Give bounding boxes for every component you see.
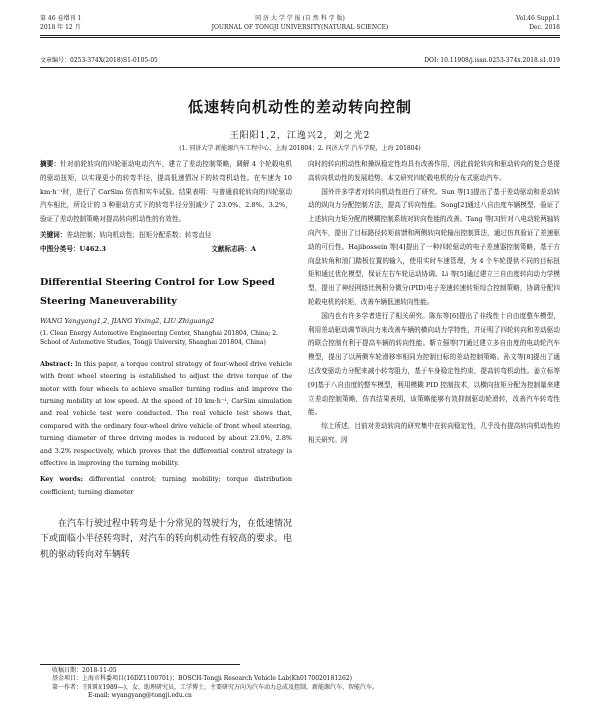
author-info: 第一作者：王阳阳(1989—)，女，助理研究员，工学博士，主要研究方向为汽车动力总成及控制、新能源汽车、智能汽车。: [52, 683, 378, 691]
title-cn: 低速转向机动性的差动转向控制: [187, 98, 412, 116]
abstract-cn: [40, 158, 292, 227]
keywords-en: [40, 473, 292, 498]
right-paragraph-2: 国外许多学者对转向机动性进行了研究。Sun 等[1]提出了基于差动驱动和差动转动的纵向力分配控制方法，提高了转向性能。Song[2]通过八自由度车辆模型，验证了上述转向力矩分配的模糊控制系统对转向性能的改善。Tang 等[3]针对八电动轮两轴转向汽车，提出了目标路径转矩前馈和两侧转向轮输出控制算法，通过仿真验证了差速驱动的可行性。Hajibossein 等[4]提出了一种四轮驱动的电子差速器控制策略，基于方向盘转角和油门踏板位置的输入，使用实时车速管理，为 4 个车轮提供不同的目标扭矩和通过优化模型，保证左右车轮运动协调。Li 等[5]通过建立三自由度转向动力学模型，提出了神经网络比例积分微分(PID)电子差速转速转矩综合控制策略，协调分配四轮毂电机的转矩，改善车辆低速转向性能。: [308, 187, 560, 306]
received-date: 收稿日期：2018-11-05: [52, 667, 117, 674]
header-journal-cn: 同 济 大 学 学 报 (自 然 科 学 版): [255, 15, 345, 22]
keywords-cn-text: 差动控制；转向机动性；扭矩分配系数；转弯直径: [66, 230, 212, 239]
keywords-en-label: Key words:: [40, 475, 83, 484]
doi: DOI: 10.11908/j.issn.0253-374x.2018.s1.019: [424, 57, 560, 64]
abstract-en: [40, 358, 292, 470]
author-email: E-mail: wyangyang@tongji.edu.cn: [88, 692, 192, 700]
abstract-cn-text: 针对前轮转向的四轮驱动电动汽车，建立了差动控制策略，调解 4 个轮毂电机的驱动扭矩，以实现更小的转弯半径，提高低速情况下的转弯机动性。在车速为 10 km·h⁻¹时，进行了 CarSim 仿真和实车试验。结果表明：与普通前轮转向的四轮驱动汽车相比，所设计的 3 种驱动方式下的转弯半径分别减少了 23.0%、2.8%、3.2%，验证了差动控制策略对提高转向机动性的有效性。: [40, 160, 293, 224]
footnote-rule: [40, 664, 240, 665]
keywords-cn: [40, 229, 292, 243]
header-rule: [40, 35, 560, 36]
left-column: [40, 158, 292, 563]
abstract-cn-label: 摘要：: [40, 160, 61, 168]
footnote: [52, 667, 560, 701]
keywords-en-text: differential control; turning mobility; torque distribution coefficient; turning diameter: [40, 475, 292, 497]
right-paragraph-1: 向时的转向机动性和操纵稳定性均具有改善作用，因此前轮转向和驱动转向的复合是提高转向机动性的发展趋势。本文研究四轮毂电机的分布式驱动汽车。: [308, 160, 560, 182]
affiliation-en: (1. Clean Energy Automotive Engineering Center, Shanghai 201804, China; 2. School of Automotive Studies, Tongji University, Shanghai 201804, China): [40, 329, 278, 347]
meta-rule: [40, 67, 560, 68]
fund-info: 基金项目：上海市科委项目(16DZ1100701)；BOSCH-Tongji Research Vehicle Lab(Kh0170020181262): [52, 675, 352, 683]
header-volume-en: Vol.46 Suppl.1: [515, 15, 560, 22]
classification-line: [40, 243, 292, 257]
header-journal-en: JOURNAL OF TONGJI UNIVERSITY(NATURAL SCIENCE): [211, 24, 389, 31]
header-date-en: Dec. 2018: [529, 24, 560, 31]
header-date: 2018 年 12 月: [40, 24, 81, 31]
authors-en: WANG Yangyang1,2, JIANG Yixing2, LIU Zhiguang2: [40, 316, 215, 325]
abstract-en-text: In this paper, a torque control strategy of four-wheel drive vehicle with front wheel steering is established to adjust the drive torque of the motor with four wheels to achieve smaller turning radius and improve the turning mobility at low speed. At the speed of 10 km·h⁻¹, CarSim simulation and real vehicle test were conducted. The real vehicle test shows that, compared with the ordinary four-wheel drive vehicle of front wheel steering, turning diameter of three driving modes is reduced by about 23.0%, 2.8% and 3.2% respectively, which proves that the differential control strategy is effective in improving the turning mobility.: [40, 359, 292, 468]
header-volume: 第 46 卷增刊 1: [40, 15, 82, 22]
right-column: [308, 158, 560, 448]
document-code: 文献标志码：A: [211, 244, 256, 253]
title-en: Differential Steering Control for Low Speed Steering Maneuverability: [40, 276, 275, 307]
right-paragraph-4: 综上所述，目前对差动转向的研究集中在转向稳定性，几乎没有提高转向机动性的相关研究。因: [308, 422, 560, 444]
header-rule-thin: [40, 37, 560, 38]
article-number: 文章编号：0253-374X(2018)S1-0105-05: [40, 57, 158, 64]
right-paragraph-3: 国内也有许多学者进行了相关研究。陈东等[6]提出了非线性十自由度整车模型，利用差动驱动调节纵向力来改善车辆的横向动力学特性，并证明了四轮转向和差动驱动的联合控制有利于提高车辆的转向性能。靳立强等[7]通过建立多自由度的电动轮汽车模型，提出了以两侧车轮滑移率相同为控制目标的差动控制策略。孙文等[8]提出了通过改变驱动力分配来减小转弯阻力，基于车身稳定性约束，提高转弯机动性。姜立标等[9]基于八自由度的整车模型，利用模糊 PID 控制技术，以横向扭矩分配为控制量来建立差动控制策略，仿真结果表明，该策略能够有效抑制驱动轮滑转，改善汽车转弯性能。: [308, 311, 560, 417]
clc-number: 中图分类号：U462.3: [40, 244, 106, 253]
authors-cn: 王阳阳1,2，江逸兴2，刘之光2: [229, 131, 371, 141]
keywords-cn-label: 关键词：: [40, 230, 67, 239]
abstract-en-label: Abstract:: [40, 359, 73, 368]
affiliation-cn: (1. 同济大学 新能源汽车工程中心，上海 201804；2. 同济大学 汽车学院，上海 201804): [179, 145, 421, 152]
intro-paragraph: 在汽车行驶过程中转弯是十分常见的驾驶行为，在低速情况下或面临小半径转弯时，对汽车的转向机动性有较高的要求。电机的驱动转向对车辆转: [40, 518, 293, 560]
